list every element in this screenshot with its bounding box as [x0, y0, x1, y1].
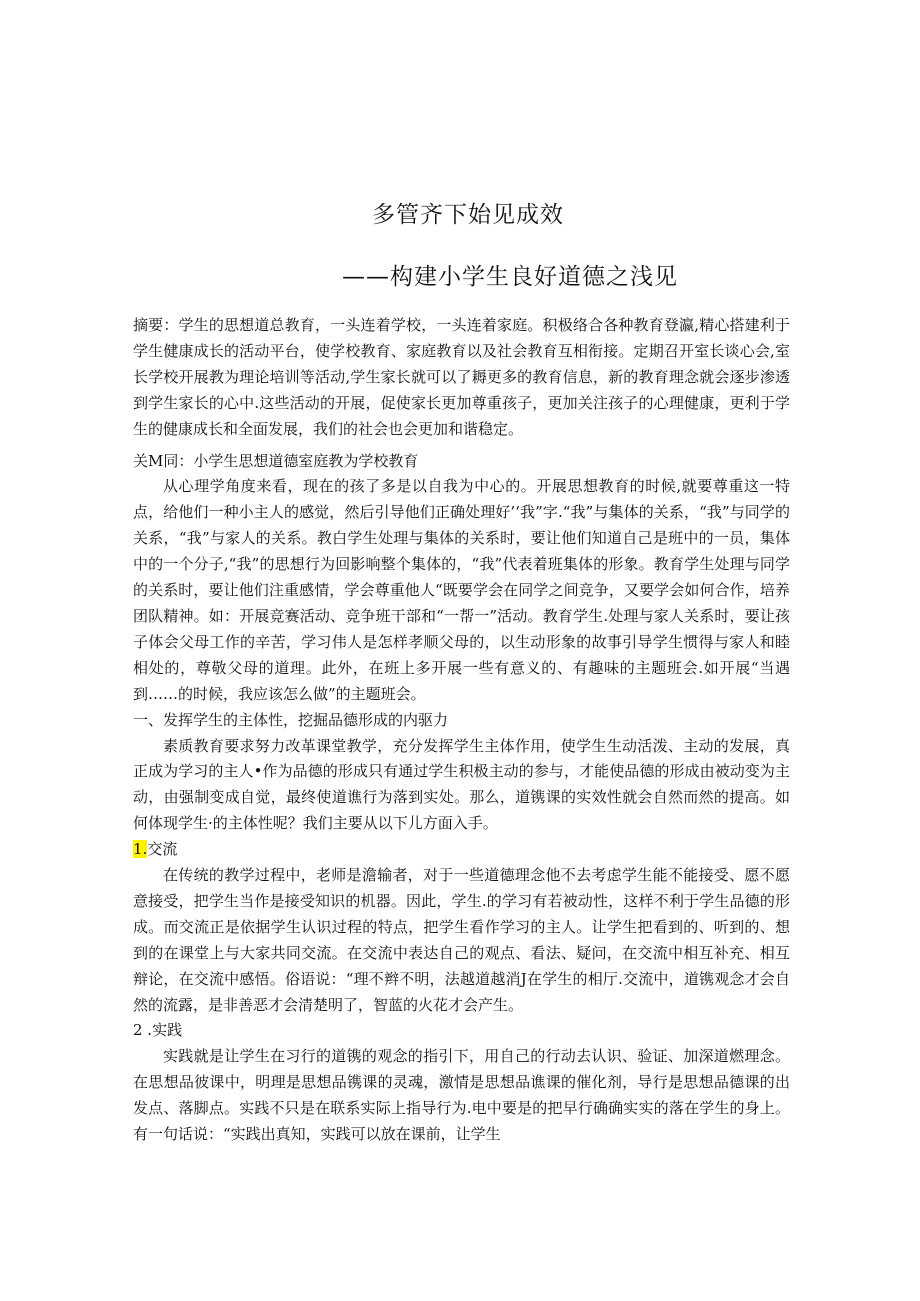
intro-paragraph: 从心理学角度来看，现在的孩了多是以自我为中心的。开展思想教育的时候,就要尊重这一特点，给他们一种小主人的感觉，然后引导他们正确处理好’‘我”字.“我”与集体的关系，“我”与同学的关系，“我”与家人的关系。教白学生处理与集体的关系时，要让他们知道自己是班中的一员，集体中的一个分子,“我”的思想行为回影响整个集体的，“我”代表着班集体的形象。教育学生处理与同学的关系时，要让他们注重感情，学会尊重他人“既要学会在同学之间竞争，又要学会如何合作，培养团队精神。如：开展竞赛活动、竞争班干部和“一帮一”活动。教育学生.处理与家人关系时，要让孩子体会父母工作的辛苦，学习伟人是怎样孝顺父母的，以生动形象的故事引导学生惯得与家人和睦相处的，尊敬父母的道理。此外，在班上多开展一些有意义的、有趣味的主题班会.如开展“当遇到……的时候，我应该怎么做”的主题班会。	[133, 477, 790, 703]
abstract-paragraph: 摘要：学生的思想道总教育，一头连着学校，一头连着家庭。积极络合各种教育登瀛,精心搭建利于学生健康成长的活动平台，使学校教育、家庭教育以及社会教育互相衔接。定期召开室长谈心会,室长学校开展教为理论培训等活动,学生家长就可以了耨更多的教育信息，新的教育理念就会逐步渗透到学生家长的心中.这些活动的开展，促使家长更加尊重孩子，更加关注孩子的心理健康，更利于学生的健康成长和全面发展，我们的社会也会更加和谐稳定。	[133, 316, 790, 438]
document-subtitle: ——构建小学生良好道德之浅见	[342, 264, 678, 290]
highlighted-number: 1.	[133, 840, 148, 859]
section-paragraph: 素质教育要求努力改革课堂教学，充分发挥学生主体作用，使学生生动活泼、主动的发展，真正成为学习的主人•作为品德的形成只有通过学生积极主动的参与，才能使品德的形成由被动变为主动，由强制变成自觉，最终使道谯行为落到实处。那么，道镌课的实效性就会自然而然的提高。如何体现学生·的主体性呢？我们主要从以下儿方面入手。	[133, 736, 790, 833]
section-heading: 一、发挥学生的主体性，挖掘品德形成的内驱力	[133, 710, 449, 729]
keywords-line: 关M同：小学生思想道德室庭教为学校教育	[133, 451, 419, 470]
document-body	[133, 313, 790, 1148]
practice-paragraph: 实践就是让学生在习行的道镌的观念的指引下，用自己的行动去认识、验证、加深道燃理念。在思想品彼课中，明理是思想品镌课的灵魂，激情是思想品谯课的催化剂，导行是思想品德课的出发点、落脚点。实践不只是在联系实际上指导行为.电中要是的把早行确确实实的落在学生的身上。有一句话说：“实践出真知，实践可以放在课前，让学生	[133, 1047, 790, 1144]
exchange-paragraph: 在传统的教学过程中，老师是澹输者，对于一些道德理念他不去考虑学生能不能接受、愿不愿意接受，把学生当作是接受知识的机器。因此，学生.的学习有若被动性，这样不利于学生品德的形成。而交流正是依据学生认识过程的特点，把学生看作学习的主人。让学生把看到的、听到的、想到的在课堂上与大家共同交流。在交流中表达自己的观点、看法、疑问，在交流中相互补充、相互辩论，在交流中感悟。俗语说：“理不辫不明，法越道越消J在学生的相厅.交流中，道镌观念才会自然的流露，是非善恶才会清楚明了，智蓝的火花才会产生。	[133, 866, 790, 1014]
document-title: 多管齐下始见成效	[372, 202, 564, 228]
list-item-heading-2: 2 .实践	[133, 1021, 183, 1040]
list-item-label: 交流	[147, 840, 178, 859]
list-item-heading	[133, 837, 790, 863]
